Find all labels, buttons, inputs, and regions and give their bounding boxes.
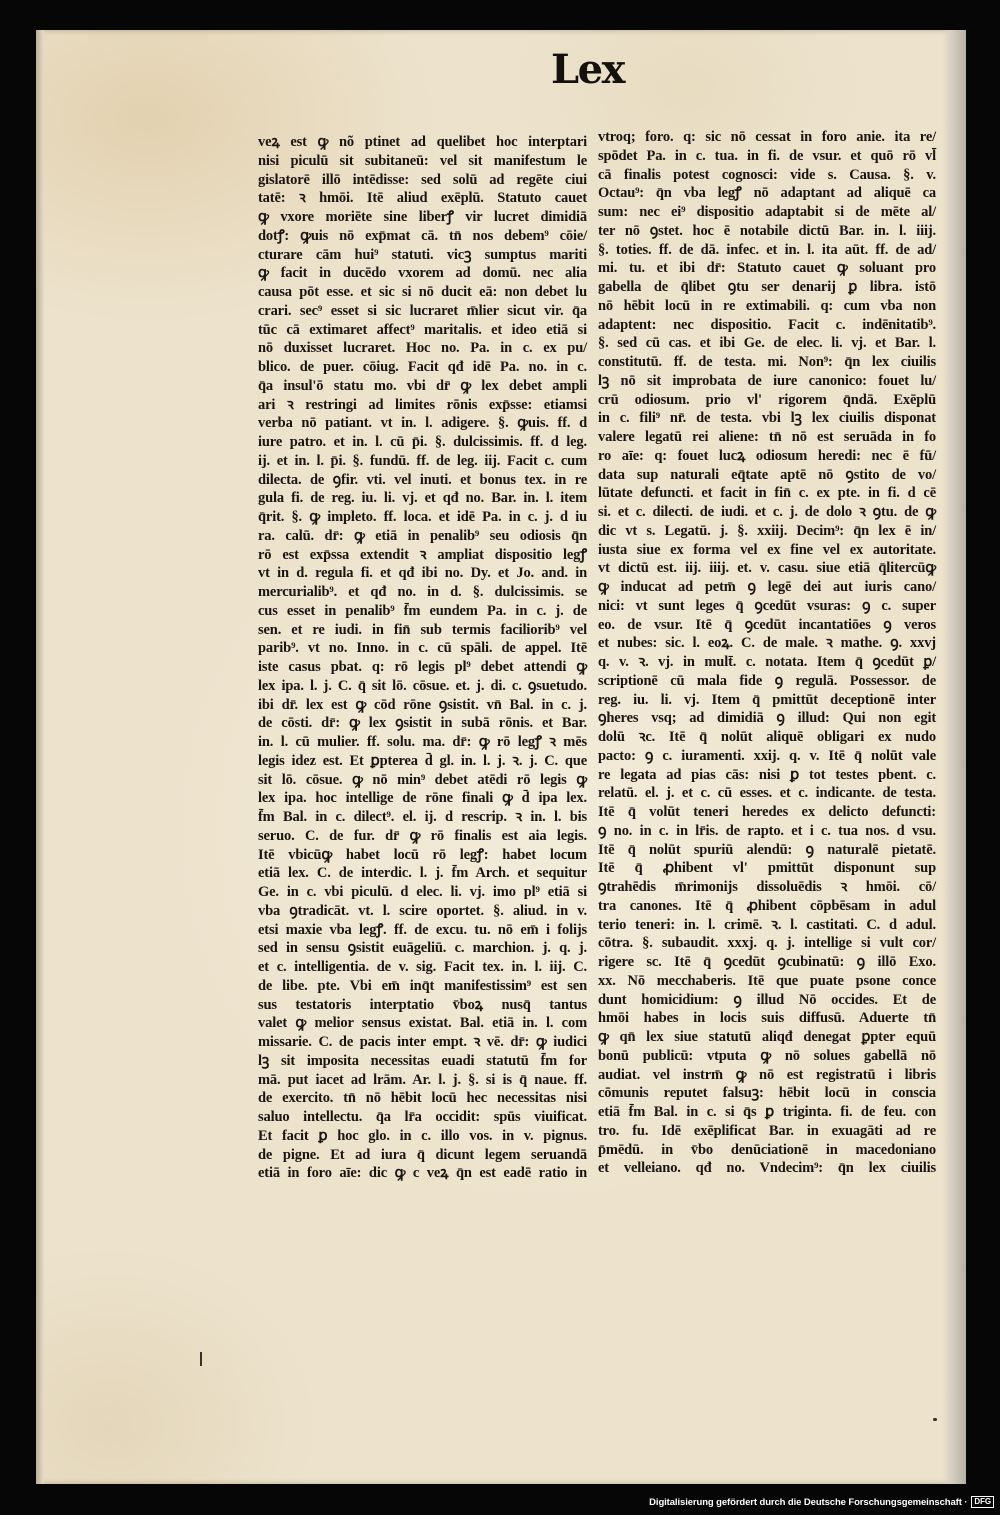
text-line: dilecta. de ꝯfir. vti. vel inuti. et bonus tex. in re [258, 471, 587, 488]
text-line: Ge. in c. vbi piculū. d elec. li. vj. imo pl⁹ etiā si [258, 884, 587, 900]
text-line: Itē vbicūꝙ habet locū rō legꝭ: habet locum [258, 846, 587, 863]
text-line: Itē q̄ ꝓhibent vl' pmittūt disponunt sup [598, 860, 936, 877]
text-line: de cōsti. dr̄: ꝙ lex ꝯsistit in subā rōnis. et Bar. [258, 715, 587, 732]
text-line: ij. et in. l. p̄i. §. fundū. ff. de leg. iij. Facit c. cum [258, 452, 587, 469]
text-line: nisi piculū sit subitaneū: vel sit manifestum le [258, 152, 587, 169]
page-edge-right [942, 30, 966, 1484]
text-line: q. v. ꝛ. vj. in mult̄. c. notata. Item q̄ ꝯcedūt ꝑ/ [598, 654, 936, 670]
text-line: de libe. pte. Vbi em̄ inq̄t manifestissim⁹ est sen [258, 977, 587, 994]
text-line: veꝝ est ꝙ nõ ptinet ad quelibet hoc interptari [258, 134, 587, 150]
text-column-right [598, 128, 936, 1178]
text-line: mā. put iacet ad lrām. Ar. l. j. §. si is q̄ naue. ff. [258, 1071, 587, 1088]
text-line: rō est exp̄ssa extendit ꝛ ampliat dispositio legꝭ [258, 546, 587, 563]
text-line: re legata ad pias cās: nisi ꝑ tot testes pbent. c. [598, 766, 936, 783]
text-line: cturare cām hui⁹ statuti. vicꝫ sumptus mariti [258, 246, 587, 263]
text-line: eo. de vsur. Itē q̄ ꝯcedūt incantatiōes ꝯ veros [598, 616, 936, 633]
text-line: vt in d. regula fi. et qđ ibi no. Dy. et Jo. and. in [258, 565, 587, 582]
text-line: causa pōt esse. et sic si nō ducit eā: non debet lu [258, 284, 587, 300]
text-line: q̄rit. §. ꝙ impleto. ff. loca. et idē Pa. in c. j. d iu [258, 509, 587, 525]
text-line: audiat. vel instrm̄ ꝙ nō est registratū i libris [598, 1066, 936, 1083]
text-line: xx. Nō mecchaberis. Itē que puate psone conce [598, 972, 936, 989]
text-line: §. sed cū cas. et ibi Ge. de elec. li. vj. et Bar. l. [598, 335, 936, 352]
text-line: f̄m Bal. in c. dilect⁹. el. ij. d rescrip. ꝛ in. l. bis [258, 809, 587, 825]
text-line: legis idez est. Et ꝑpterea d̄ gl. in. l. j. ꝛ. j. C. que [258, 752, 587, 769]
text-line: pacto: ꝯ c. iuramenti. xxij. q. v. Itē q̄ nolūt vale [598, 747, 936, 764]
text-line: vtroq; foro. q: sic nō cessat in foro anie. ita re/ [598, 129, 936, 145]
text-line: tro. fu. Idē exēplificat Bar. in exuagāti ad re [598, 1122, 936, 1139]
text-line: §. toties. ff. de dā. infec. et in. l. ita aūt. ff. de ad/ [598, 241, 936, 258]
text-line: in. l. cū mulier. ff. solu. ma. dr̄: ꝙ rō legꝭ ꝛ mēs [258, 734, 587, 750]
text-line: et velleiano. qđ no. Vndecim⁹: q̄n lex ciuilis [598, 1160, 936, 1177]
text-line: etiā in foro aīe: dic ꝙ c veꝝ q̄n est eadē ratio in [258, 1165, 587, 1182]
dfg-logo: DFG [971, 1496, 994, 1508]
text-line: blico. de puer. cōiug. Facit qđ idē Pa. no. in c. [258, 359, 587, 375]
text-line: crari. sec⁹ esset si sic lucraret m̄lier sicut vir. q̄a [258, 302, 587, 319]
text-line: iure patro. et in. l. cū p̄i. §. dulcissimis. ff. d leg. [258, 434, 587, 450]
text-line: Et facit ꝑ hoc glo. in c. illo vos. in v. pignus. [258, 1127, 587, 1144]
text-line: vt dictū est. iij. iiij. et. v. casu. siue etiā q̄litercūꝙ [598, 560, 936, 577]
text-line: etsi maxie vba legꝭ. ff. de excu. tu. nō em̄ i folijs [258, 921, 587, 938]
text-line: ꝙ vxore moriēte sine liberꝭ vir lucret dimidiā [258, 209, 587, 225]
text-line: p̄mēdū. in v̄bo denūciationē in macedoniano [598, 1141, 936, 1158]
text-line: dunt homicidium: ꝯ illud Nō occides. Et de [598, 991, 936, 1008]
text-line: valet ꝙ melior sensus existat. Bal. etiā in. l. com [258, 1015, 587, 1032]
text-line: lex ipa. hoc intellige de rōne finali ꝙ d̄ ipa lex. [258, 790, 587, 807]
text-line: constitutū. ff. de testa. mi. Non⁹: q̄n lex ciuilis [598, 354, 936, 370]
text-line: seruo. C. de fur. dr̄ ꝙ rō finalis est aia legis. [258, 827, 587, 844]
text-line: ter nō ꝯstet. hoc ē notabile dictū Bar. in. l. iiij. [598, 222, 936, 239]
text-line: de pigne. Et ad iura q̄ dicunt legem seruandā [258, 1146, 587, 1163]
text-line: Itē q̄ nolūt spuriū alendū: ꝯ naturalē pietatē. [598, 841, 936, 858]
text-line: gislatorē illō intēdisse: sed solū ad regēte ciui [258, 171, 587, 188]
text-line: et nubes: sic. l. eoꝝ. C. de male. ꝛ mathe. ꝯ. xxvj [598, 635, 936, 652]
text-line: Itē q̄ volūt teneri heredes ex delicto defuncti: [598, 804, 936, 820]
text-line: vba ꝯtradicāt. vt. l. scire oportet. §. aliud. in v. [258, 902, 587, 919]
text-line: etiā lex. C. de interdic. l. j. f̄m Arch. et sequitur [258, 865, 587, 882]
text-line: sum: nec ei⁹ dispositio adaptabit si de mēte al/ [598, 204, 936, 220]
text-line: spōdet Pa. in c. tua. in fi. de vsur. et quō rō vl̄ [598, 147, 936, 164]
digitization-credit: Digitalisierung gefördert durch die Deutsche Forschungsgemeinschaft · [649, 1496, 968, 1508]
text-line: nō hēbit locū in re extimabili. q: cum vba non [598, 297, 936, 314]
text-line: parib⁹. vt no. Inno. in c. cū spāli. de appel. Itē [258, 640, 587, 657]
text-line: terio teneri: in. l. crimē. ꝛ. l. castitati. C. d adul. [598, 916, 936, 933]
text-line: in c. fili⁹ nr̄. de testa. vbi lꝫ lex ciuilis disponat [598, 410, 936, 427]
text-line: sen. et re iudi. in fin̄ sub termis faciliorib⁹ vel [258, 621, 587, 638]
page-edge-left [36, 30, 45, 1484]
text-line: de exercito. tn̄ nō hēbit locū hec necessitas nisi [258, 1090, 587, 1107]
text-line: adaptent: nec dispositio. Facit c. indēnitatib⁹. [598, 316, 936, 333]
text-line: ro aīe: q: fouet lucꝝ odiosum heredi: nec ē fū/ [598, 447, 936, 464]
text-line: valere legatū rei aliene: tn̄ nō est seruāda in fo [598, 429, 936, 445]
text-line: dic vt s. Legatū. j. §. xxiij. Decim⁹: q̄n lex ē in/ [598, 522, 936, 539]
text-line: mercurialib⁹. et qđ no. in d. §. dulcissimis. se [258, 584, 587, 600]
text-line: ibi dr̄. lex est ꝙ cōd rōne ꝯsistit. vn̄ Bal. in c. j. [258, 696, 587, 713]
text-column-left [258, 133, 587, 1183]
text-line: hmōi habes in locis suis diffusū. Aduerte tn̄ [598, 1010, 936, 1027]
text-line: ꝙ inducat ad petm̄ ꝯ legē dei aut iuris cano/ [598, 579, 936, 595]
margin-mark [933, 1418, 937, 1421]
text-line: cā finalis potest cognosci: vide s. Causa. §. v. [598, 166, 936, 183]
text-line: Octau⁹: q̄n vba legꝭ nō adaptant ad aliquē ca [598, 185, 936, 202]
text-line: mi. tu. et ibi dr̄: Statuto cauet ꝙ soluant pro [598, 260, 936, 277]
text-line: ꝯtrahēdis m̄rimonijs dissoluēdis ꝛ hmōi. cō/ [598, 879, 936, 895]
text-line: tra canones. Itē q̄ ꝓhibent cōpbēsam in adul [598, 897, 936, 914]
text-line: saluo intellectu. q̄a lr̄a occidit: spūs viuificat. [258, 1109, 587, 1125]
text-line: rigere sc. Itē q̄ ꝯcedūt ꝯcubinatū: ꝯ illō Exo. [598, 954, 936, 970]
text-line: scriptionē cū mala fide ꝯ regulā. Possessor. de [598, 672, 936, 689]
text-line: bonū publicū: vtputa ꝙ nō solues gabellā nō [598, 1047, 936, 1064]
running-title: Lex [551, 46, 624, 93]
text-line: sit lō. cōsue. ꝙ nō min⁹ debet atēdi rō legis ꝙ [258, 771, 587, 788]
text-line: ra. calū. dr̄: ꝙ etiā in penalib⁹ seu odiosis q̄n [258, 527, 587, 544]
text-line: verba nō patiant. vt in. l. adigere. §. ꝙuis. ff. d [258, 415, 587, 432]
text-line: gabella de q̄libet ꝯtu ser denarij ꝑ libra. istō [598, 279, 936, 295]
text-line: data sup naturali eq̄tate aptē nō ꝯstito de vo/ [598, 466, 936, 483]
text-line: tatē: ꝛ hmōi. Itē aliud exēplū. Statuto cauet [258, 190, 587, 207]
text-line: lꝫ nō sit improbata de iure canonico: fouet lu/ [598, 372, 936, 389]
text-line: ꝯ no. in c. in lr̄is. de rapto. et i c. tua nos. d vsu. [598, 822, 936, 839]
margin-mark [200, 1352, 202, 1366]
text-line: iusta siue ex forma vel ex fine vel ex autoritate. [598, 541, 936, 558]
text-line: etiā f̄m Bal. in c. si q̄s ꝑ triginta. fi. de feu. con [598, 1104, 936, 1120]
text-line: cus esset in penalib⁹ f̄m eundem Pa. in c. j. de [258, 602, 587, 619]
text-line: et c. intelligentia. de v. sig. Facit tex. in. l. iij. C. [258, 959, 587, 975]
book-page [36, 30, 966, 1484]
text-line: relatū. el. j. et c. cū esses. et c. indicante. de testa. [598, 785, 936, 802]
text-line: nici: vt sunt leges q̄ ꝯcedūt vsuras: ꝯ c. super [598, 597, 936, 614]
text-line: crū odiosum. prio vl' rigorem q̄ndā. Exēplū [598, 391, 936, 408]
text-line: ꝙ facit in ducēdo vxorem ad domū. nec alia [258, 265, 587, 282]
text-line: missarie. C. de pacis inter empt. ꝛ vē. dr̄: ꝙ iudici [258, 1034, 587, 1050]
text-line: q̄a insul'ō statu mo. vbi dr̄ ꝙ lex debet ampli [258, 377, 587, 394]
digitization-footer [649, 1494, 994, 1510]
text-line: ꝙ qn̄ lex siue statutū aliqđ denegat ꝑpter equū [598, 1029, 936, 1045]
text-line: nō duxisset lucraret. Hoc no. Pa. in c. ex pu/ [258, 340, 587, 357]
text-line: tūc cā extimaret affect⁹ maritalis. et ideo etiā si [258, 321, 587, 338]
text-line: dotꝭ: ꝙuis nō exp̄mat cā. tn̄ nos debem⁹ cōie/ [258, 227, 587, 244]
text-line: iste casus pbat. q: rō legis pl⁹ debet attendi ꝙ [258, 659, 587, 675]
text-line: cōtra. §. subaudit. xxxj. q. j. intellige si vult cor/ [598, 935, 936, 952]
text-line: ari ꝛ restringi ad limites rōnis exp̄sse: etiamsi [258, 396, 587, 413]
text-line: cōmunis reputet falsuꝫ: hēbit locū in conscia [598, 1085, 936, 1102]
text-line: sus testatoris interptatio v̄boꝝ nusq̄ tantus [258, 996, 587, 1013]
text-line: lꝫ sit imposita necessitas euadi statutū f̄m for [258, 1052, 587, 1069]
text-line: sed in sensu ꝯsistit euāgeliū. c. marchion. j. q. j. [258, 940, 587, 957]
text-line: reg. iu. li. vj. Item q̄ pmittūt deceptionē inter [598, 691, 936, 708]
text-line: dolū ꝛc. Itē q̄ nolūt aliquē obligari ex nudo [598, 729, 936, 745]
text-line: lūtate defuncti. et facit in fin̄ c. ex pte. in fi. d cē [598, 485, 936, 502]
text-line: lex ipa. l. j. C. q̄ sit lō. cōsue. et. j. di. c. ꝯsuetudo. [258, 677, 587, 694]
text-line: si. et c. dilecti. de iudi. et c. j. de dolo ꝛ ꝯtu. de ꝙ [598, 504, 936, 520]
text-line: gula fi. de reg. iu. li. vj. et qđ no. Bar. in. l. item [258, 490, 587, 507]
text-line: ꝯheres vsq; ad dimidiā ꝯ illud: Qui non egit [598, 710, 936, 727]
